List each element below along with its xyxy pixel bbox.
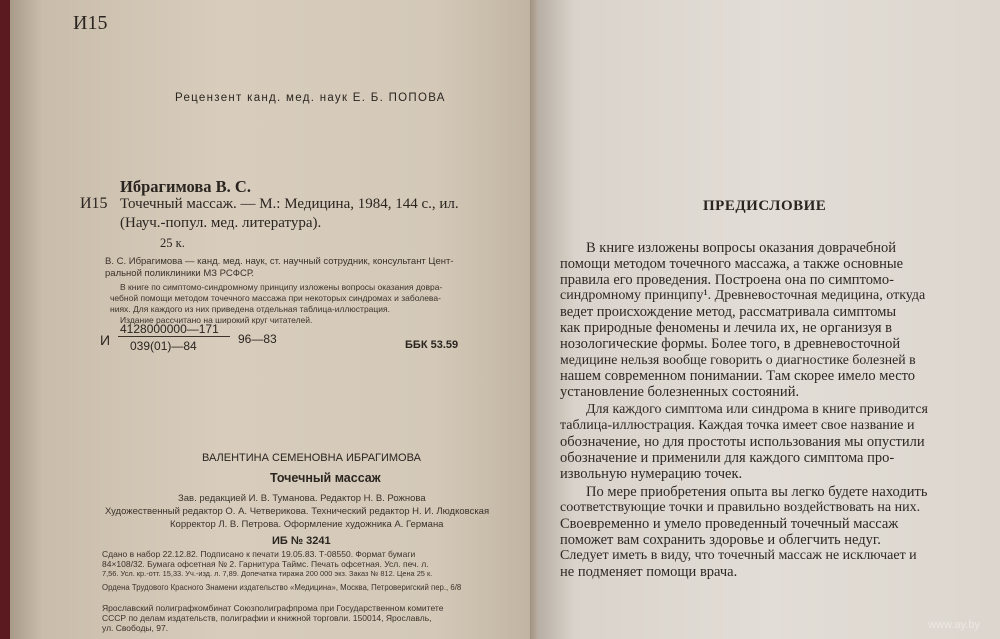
index-code: И15 — [80, 195, 108, 212]
annotation-line-3: ниях. Для каждого из них приведена отдельная таблица-иллюстрация. — [110, 304, 390, 314]
author-full-name: ВАЛЕНТИНА СЕМЕНОВНА ИБРАГИМОВА — [202, 452, 421, 464]
credits-line-1: Зав. редакцией И. В. Туманова. Редактор Н. В. Рожнова — [178, 493, 426, 504]
credits-line-3: Корректор Л. В. Петрова. Оформление художника А. Германа — [170, 519, 444, 530]
annotation-line-1: В книге по симптомо-синдромному принципу изложены вопросы оказания довра- — [120, 282, 443, 292]
paragraph-line-20: Следует иметь в виду, что точечный массаж не исключает и — [560, 548, 917, 563]
ib-number: ИБ № 3241 — [272, 535, 331, 547]
reviewer-line: Рецензент канд. мед. наук Е. Б. ПОПОВА — [175, 92, 446, 104]
biblio-line-2: (Науч.-попул. мед. литература). — [120, 215, 322, 231]
paragraph-line-15: извольную нумерацию точек. — [560, 466, 743, 482]
paragraph-line-7: нозологические формы. Более того, в древневосточной — [560, 336, 901, 352]
imprint-line-5: Ярославский полиграфкомбинат Союзполиграфпрома при Государственном комитете — [102, 603, 444, 613]
code-numerator: 4128000000—171 — [120, 322, 219, 336]
paragraph-line-17: соответствующие точки и правильно воздействовать на них. — [560, 500, 921, 515]
right-page — [538, 0, 1000, 639]
annotation-line-4: Издание рассчитано на широкий круг читателей. — [120, 315, 313, 325]
price: 25 к. — [160, 236, 185, 250]
imprint-line-6: СССР по делам издательств, полиграфии и книжной торговли. 150014, Ярославль, — [102, 613, 432, 623]
paragraph-line-19: поможет вам сохранить здоровье и облегчить недуг. — [560, 532, 881, 548]
code-fraction-line — [118, 336, 230, 337]
paragraph-line-16: По мере приобретения опыта вы легко будете находить — [586, 484, 928, 500]
imprint-line-7: ул. Свободы, 97. — [102, 623, 169, 633]
paragraph-line-21: не подменяет помощи врача. — [560, 564, 738, 580]
code-denominator: 039(01)—84 — [130, 339, 197, 353]
author-info-line-2: ральной поликлиники МЗ РСФСР. — [105, 268, 255, 279]
paragraph-line-4: синдромному принципу¹. Древневосточная медицина, откуда — [560, 288, 926, 303]
paragraph-line-3: правила его проведения. Построена она по симптомо- — [560, 272, 894, 288]
author-heading: Ибрагимова В. С. — [120, 177, 251, 196]
paragraph-line-2: помощи методом точечного массажа, а также основные — [560, 256, 904, 272]
imprint-line-3: 7,56. Усл. кр.-отт. 15,33. Уч.-изд. л. 7,89. Допечатка тиража 200 000 экз. Заказ № 812. Цена 25 к. — [102, 569, 433, 578]
credits-line-2: Художественный редактор О. А. Четверикова. Технический редактор Н. И. Людковская — [105, 506, 490, 517]
paragraph-line-11: Для каждого симптома или синдрома в книге приводится — [586, 402, 928, 417]
bbk-code: ББК 53.59 — [405, 339, 459, 351]
paragraph-line-9: нашем современном понимании. Там скорее имело место — [560, 368, 916, 384]
watermark-text: www.ay.by — [928, 619, 980, 631]
paragraph-line-6: как природные феномены и лечила их, не организуя в — [560, 320, 893, 336]
annotation-line-2: чебной помощи методом точечного массажа при некоторых синдромах и заболева- — [110, 293, 441, 303]
book-title: Точечный массаж — [270, 471, 381, 485]
paragraph-line-10: установление болезненных состояний. — [560, 384, 800, 400]
left-page — [10, 0, 540, 639]
paragraph-line-12: таблица-иллюстрация. Каждая точка имеет свое название и — [560, 418, 915, 433]
imprint-line-2: 84×108/32. Бумага офсетная № 2. Гарнитура Таймс. Печать офсетная. Усл. печ. л. — [102, 559, 429, 569]
author-info-line-1: В. С. Ибрагимова — канд. мед. наук, ст. научный сотрудник, консультант Цент- — [105, 256, 454, 267]
paragraph-line-14: обозначение и применили для каждого симптома про- — [560, 450, 895, 466]
code-suffix: 96—83 — [238, 332, 277, 346]
preface-heading: ПРЕДИСЛОВИЕ — [703, 198, 827, 214]
imprint-line-4: Ордена Трудового Красного Знамени издательство «Медицина», Москва, Петроверигский пер., 6/8 — [102, 583, 462, 592]
paragraph-line-18: Своевременно и умело проведенный точечный массаж — [560, 516, 899, 532]
paragraph-line-13: обозначение, но для простоты использования мы опустили — [560, 434, 925, 450]
biblio-line-1: Точечный массаж. — М.: Медицина, 1984, 144 с., ил. — [120, 196, 459, 212]
paragraph-line-5: ведет происхождение метод, рассматривала симптомы — [560, 304, 897, 320]
index-code-top: И15 — [73, 12, 108, 34]
imprint-line-1: Сдано в набор 22.12.82. Подписано к печати 19.05.83. Т-08550. Формат бумаги — [102, 549, 416, 559]
paragraph-line-8: медицине нельзя вообще говорить о диагностике болезней в — [560, 352, 916, 367]
code-letter: И — [100, 332, 111, 348]
paragraph-line-1: В книге изложены вопросы оказания доврачебной — [586, 240, 897, 256]
